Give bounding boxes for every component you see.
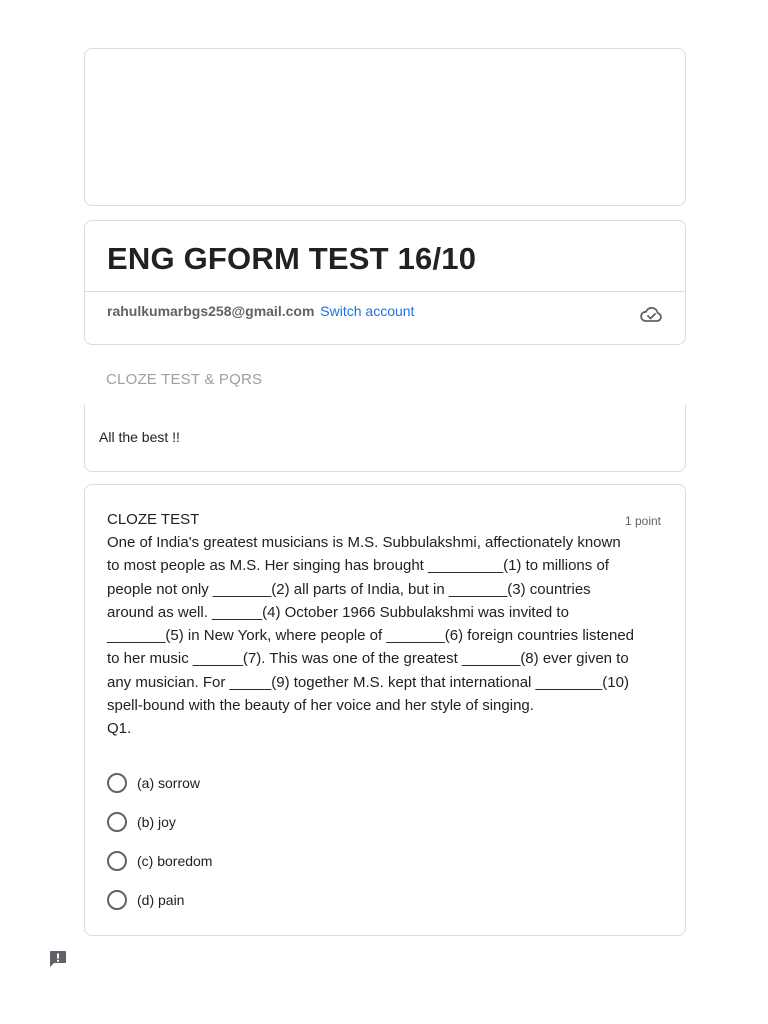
question-number: Q1. (107, 720, 132, 738)
option-c[interactable] (107, 841, 212, 880)
answer-options (107, 763, 212, 919)
option-label: (c) boredom (137, 852, 213, 869)
section-description: All the best !! (99, 429, 180, 445)
option-label: (b) joy (137, 813, 176, 830)
question-title: CLOZE TEST (107, 511, 200, 528)
question-card (84, 484, 686, 936)
radio-button[interactable] (107, 812, 127, 832)
cloud-saved-icon (639, 303, 663, 325)
title-divider (85, 291, 685, 292)
question-body-wrapper (107, 531, 637, 741)
question-points: 1 point (624, 514, 661, 528)
option-label: (a) sorrow (137, 774, 201, 791)
form-title-card (84, 220, 686, 345)
question-passage: One of India's greatest musicians is M.S. Subbulakshmi, affectionately known to most people as M.S. Her singing has brought _________(1) to millions of people not only _______(2) all parts of India, but in _______(3) countries around as well. ______(4) October 1966 Subbulakshmi was invited to _______(5) in New York, where people of _______(6) foreign countries listened to her music ______(7). This was one of the greatest _______(8) ever given to any musician. For _____(9) together M.S. kept that international ________(10) spell-bound with the beauty of her voice and her style of singing. (107, 534, 635, 715)
header-banner-card (84, 48, 686, 206)
radio-button[interactable] (107, 890, 127, 910)
section-description-card (84, 404, 686, 472)
switch-account-link[interactable]: Switch account (320, 303, 415, 319)
form-title: ENG GFORM TEST 16/10 (107, 241, 477, 276)
account-email: rahulkumarbgs258@gmail.com (107, 303, 315, 319)
section-title: CLOZE TEST & PQRS (106, 371, 263, 388)
option-a[interactable] (107, 763, 212, 802)
option-label: (d) pain (137, 891, 185, 908)
account-row (107, 303, 414, 319)
radio-button[interactable] (107, 773, 127, 793)
option-d[interactable] (107, 880, 212, 919)
radio-button[interactable] (107, 851, 127, 871)
option-b[interactable] (107, 802, 212, 841)
report-feedback-icon[interactable] (48, 949, 68, 969)
